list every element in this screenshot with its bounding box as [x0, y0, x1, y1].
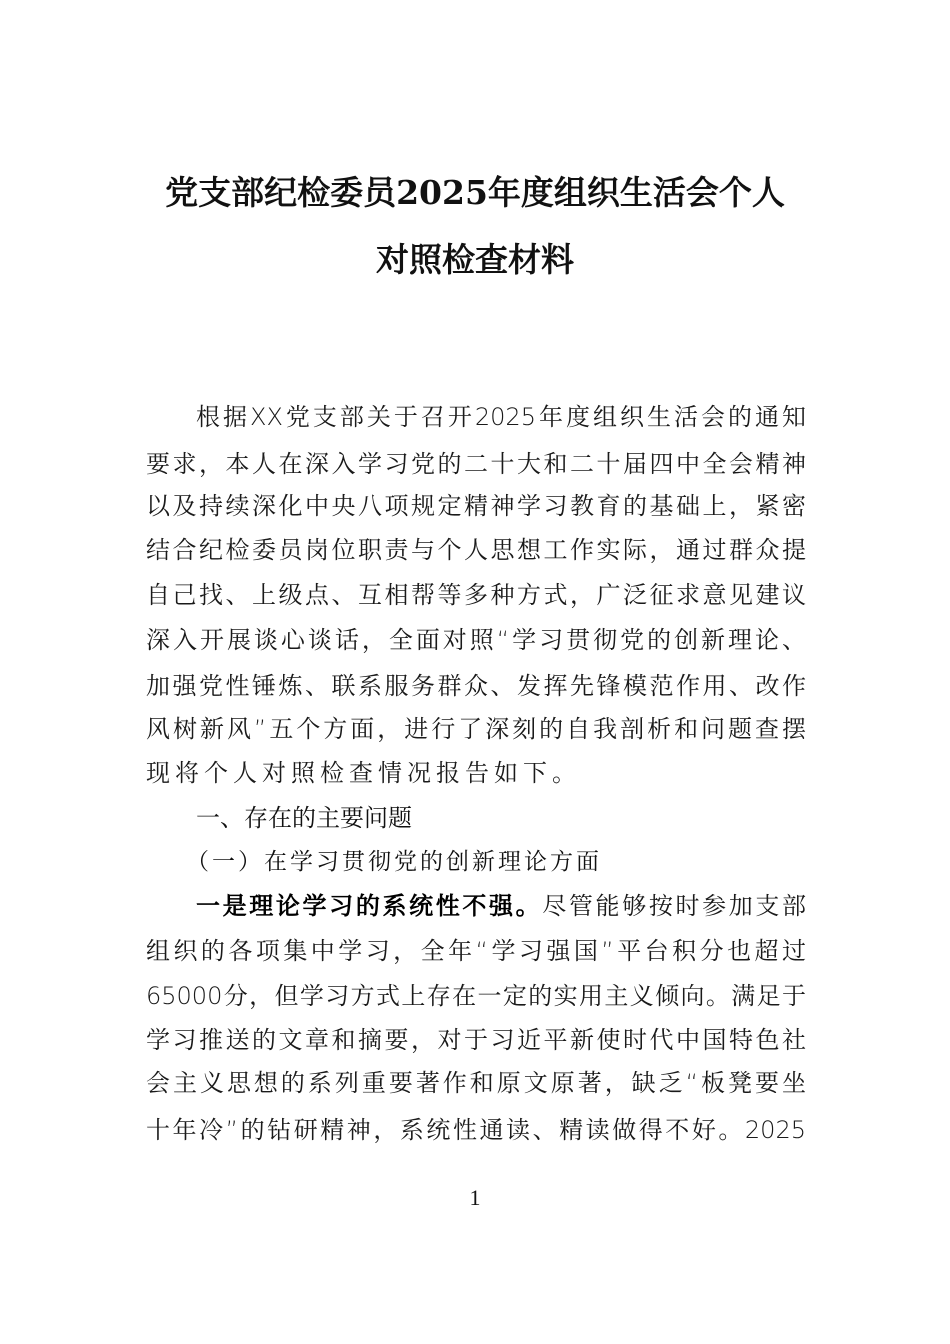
intro-line-3: 以​及​持​续​深​化​中​央​八​项​规​定​精​神​学​习​教​育​的​基​础​上​，​紧​密 — [146, 492, 806, 520]
intro-line-6: 深​入​开​展​谈​心​谈​话​，​全​面​对​照​“​学​习​贯​彻​党​的​创​新​理​论​、 — [146, 626, 806, 654]
intro-line-1: 根​据​X​X​党​支​部​关​于​召​开​2​0​2​5​年​度​组​织​生​活​会​的​通​知 — [196, 403, 806, 431]
point1-line-3: 6​5​0​0​0​分​，​但​学​习​方​式​上​存​在​一​定​的​实​用​主​义​倾​向​。​满​足​于 — [146, 982, 806, 1010]
point1-first-line-rest: 尽​管​能​够​按​时​参​加​支​部 — [542, 892, 807, 920]
point1-line-4: 学​习​推​送​的​文​章​和​摘​要​，​对​于​习​近​平​新​使​时​代​中​国​特​色​社 — [146, 1026, 806, 1054]
document-title-line-1: 党支部纪检委员2025年度组织生活会个人 — [165, 173, 785, 212]
intro-line-8: 风​树​新​风​”​五​个​方​面​，​进​行​了​深​刻​的​自​我​剖​析​和​问​题​查​摆 — [146, 715, 806, 743]
point1-first-line — [196, 886, 806, 926]
point1-lead-bold: 一​是​理​论​学​习​的​系​统​性​不​强​。 — [196, 892, 543, 920]
subsection-heading: （一）在学习贯彻党的创新理论方面 — [186, 849, 602, 875]
intro-line-7: 加​强​党​性​锤​炼​、​联​系​服​务​群​众​、​发​挥​先​锋​模​范​作​用​、​改​作 — [146, 672, 806, 700]
intro-line-2: 要​求​，​本​人​在​深​入​学​习​党​的​二​十​大​和​二​十​届​四​中​全​会​精​神 — [146, 450, 806, 478]
page-number: 1 — [469, 1185, 481, 1210]
intro-line-5: 自​己​找​、​上​级​点​、​互​相​帮​等​多​种​方​式​，​广​泛​征​求​意​见​建​议 — [146, 581, 806, 609]
document-title-line-2: 对照检查材料 — [376, 240, 574, 279]
intro-line-4: 结​合​纪​检​委​员​岗​位​职​责​与​个​人​思​想​工​作​实​际​，​通​过​群​众​提 — [146, 536, 806, 564]
point1-line-2: 组​织​的​各​项​集​中​学​习​，​全​年​“​学​习​强​国​”​平​台​积​分​也​超​过 — [146, 937, 806, 965]
intro-line-9: 现将个人对照检查情况报告如下。 — [146, 759, 581, 787]
section-heading: 一、存在的主要问题 — [196, 804, 412, 832]
point1-line-5: 会​主​义​思​想​的​系​列​重​要​著​作​和​原​文​原​著​，​缺​乏​“​板​凳​要​坐 — [146, 1069, 806, 1097]
point1-line-6: 十​年​冷​”​的​钻​研​精​神​，​系​统​性​通​读​、​精​读​做​得​不​好​。​2​0​2​5 — [146, 1116, 806, 1144]
